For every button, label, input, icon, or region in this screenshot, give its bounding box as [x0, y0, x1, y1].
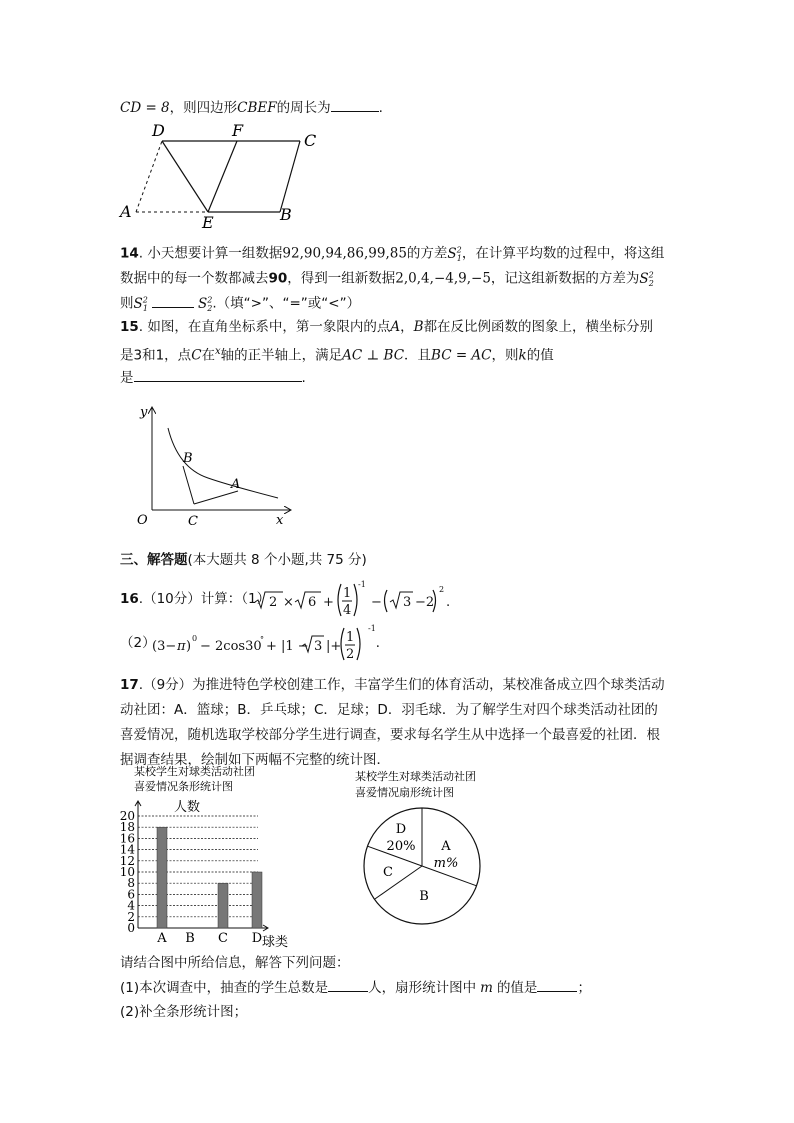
q15-text3: 是 — [120, 370, 134, 386]
bar-ytick-label: 8 — [127, 876, 135, 891]
bar-a — [157, 827, 167, 928]
svg-text:+ |1 −: + |1 − — [266, 639, 309, 654]
bar-ytick-label: 18 — [119, 820, 135, 835]
svg-text:4: 4 — [343, 603, 352, 618]
pie-chart-title-line2: 喜爱情况扇形统计图 — [355, 786, 454, 799]
q13-text2: 的周长为 — [276, 100, 331, 116]
bar-d — [252, 872, 262, 928]
q15-text2b: 在 — [201, 347, 216, 364]
q15-text2c: 轴的正半轴上，满足 — [220, 347, 343, 364]
q16-part2-label: （2） — [120, 635, 156, 651]
q14-text2c: ，记这组新数据的方差为 — [490, 270, 640, 287]
bar-chart-ylabel: 人数 — [174, 800, 201, 815]
q16-score: .（10分）计算：（1） — [138, 591, 271, 607]
svg-text:2: 2 — [269, 595, 278, 610]
bar-ytick-label: 14 — [119, 842, 135, 857]
q13-cd-eq: CD = 8 — [120, 100, 170, 116]
svg-text:0: 0 — [192, 634, 198, 643]
bar-ytick-label: 16 — [119, 831, 135, 846]
q15-label-b: B — [183, 451, 193, 466]
q13-tail-line — [120, 98, 383, 117]
pie-chart — [350, 768, 510, 930]
q13-label-f: F — [232, 121, 244, 140]
section3-subtitle: (本大题共 8 个小题,共 75 分) — [187, 552, 367, 568]
q15-number: 15 — [120, 319, 139, 335]
q13-label-e: E — [202, 213, 214, 228]
q15-label-x: x — [276, 513, 284, 528]
q14-minus-value: 90 — [268, 270, 288, 287]
svg-text:1: 1 — [346, 630, 355, 645]
q17-m-var: m — [480, 980, 493, 996]
q17-after-text2d: ； — [577, 980, 591, 996]
q15-line1 — [120, 318, 653, 336]
q15-text2e: ，则 — [491, 347, 519, 364]
svg-text:): ) — [186, 639, 192, 654]
bar-category-label: C — [218, 931, 228, 946]
q17-number: 17 — [120, 677, 139, 693]
q17-text3: 喜爱情况，随机选取学校部分学生进行调查，要求每名学生从中选择一个最喜爱的社团．根 — [120, 727, 660, 743]
q14-text2b: ，得到一组新数据 — [287, 270, 396, 287]
bar-ytick-label: 4 — [127, 898, 135, 913]
q15-label-y: y — [140, 405, 148, 420]
svg-text:+: + — [323, 595, 334, 610]
q14-line2 — [120, 266, 654, 293]
q17-after-text2a: (1)本次调查中，抽查的学生总数是 — [120, 980, 329, 996]
q15-label-a: A — [231, 477, 241, 492]
q14-s1-compare: $S^2_1$ — [133, 295, 148, 314]
q15-k: k — [518, 347, 527, 364]
q16-expression-1 — [253, 578, 453, 622]
q15-point-b: B — [413, 319, 424, 335]
q17-text4: 据调查结果，绘制如下两幅不完整的统计图． — [120, 752, 390, 768]
q17-text2: 动社团：A．篮球；B．乒乓球；C．足球；D．羽毛球．为了解学生对四个球类活动社团的 — [120, 702, 658, 718]
q13-answer-blank[interactable] — [331, 98, 379, 112]
q15-text2a: 是3和1，点 — [120, 347, 192, 364]
q15-text1b: 都在反比例函数的图象上，横坐标分别 — [423, 319, 654, 335]
bar-ytick-label: 6 — [127, 887, 135, 902]
q15-text2d: ．且 — [404, 347, 432, 364]
q15-segment-bc — [183, 466, 194, 504]
q13-label-c: C — [304, 131, 317, 150]
bar-ytick-label: 0 — [127, 921, 135, 935]
q16-part1 — [120, 582, 270, 616]
q14-s2-compare: $S^2_2$ — [197, 295, 213, 314]
q15-x-var: x — [215, 346, 221, 357]
q15-point-c: C — [191, 347, 202, 364]
q17-after2 — [120, 978, 591, 997]
svg-text:-1: -1 — [358, 580, 366, 589]
bar-ytick-label: 12 — [119, 853, 135, 868]
q17-line2 — [120, 701, 658, 719]
pie-slice-a-value: m% — [433, 856, 459, 871]
q15-perp: AC ⊥ BC — [342, 347, 405, 364]
svg-text:|+: |+ — [326, 639, 342, 654]
q13-parallelogram-figure — [112, 118, 332, 228]
q15-coordinate-figure — [128, 398, 298, 533]
q17-after-text3: (2)补全条形统计图； — [120, 1004, 248, 1020]
q15-eq: BC = AC — [431, 347, 492, 364]
svg-text:3: 3 — [314, 639, 323, 654]
svg-text:°: ° — [260, 635, 264, 644]
pie-slice-b-label: B — [419, 889, 429, 904]
q15-line3 — [120, 368, 306, 387]
q17-after-text2b: 人，扇形统计图中 — [368, 980, 477, 996]
q14-line3 — [120, 291, 360, 318]
q13-edge-ad — [136, 141, 162, 212]
q16-expression-2-tail: -1. — [368, 624, 380, 651]
q15-sep: ， — [400, 319, 414, 335]
q17-after3 — [120, 1003, 247, 1021]
q14-text3b: .（填“>”、“=”或“<”） — [212, 295, 361, 312]
svg-text:2: 2 — [346, 647, 355, 662]
q17-m-blank[interactable] — [537, 978, 577, 992]
svg-text:3: 3 — [403, 595, 412, 610]
svg-text:(3−: (3− — [152, 639, 177, 654]
q15-text2f: 的值 — [526, 347, 554, 364]
pie-chart-title-line1: 某校学生对球类活动社团 — [355, 770, 476, 783]
q17-line1 — [120, 676, 665, 694]
q14-data2: 2,0,4,−4,9,−5 — [395, 270, 491, 287]
q13-period: . — [378, 100, 383, 116]
svg-text:− 2cos30: − 2cos30 — [200, 639, 262, 654]
svg-text:−2: −2 — [415, 595, 435, 610]
svg-text:×: × — [283, 595, 294, 610]
svg-text:.: . — [446, 595, 451, 610]
svg-text:−: − — [371, 595, 382, 610]
svg-text:π: π — [177, 639, 186, 654]
pie-slice-c-label: C — [383, 865, 393, 880]
q17-after-text2c: 的值是 — [496, 980, 538, 996]
q13-text: ，则四边形 — [169, 100, 238, 116]
q14-text1c: ，在计算平均数的过程中，将这组 — [461, 245, 665, 262]
svg-text:1: 1 — [343, 586, 352, 601]
bar-ytick-label: 2 — [127, 909, 135, 924]
pie-slice-a-label: A — [441, 839, 451, 854]
svg-text:2: 2 — [439, 585, 445, 594]
bar-category-label: B — [185, 931, 195, 946]
q17-line3 — [120, 726, 660, 744]
q14-text2a: 数据中的每一个数都减去 — [120, 270, 269, 287]
q15-label-c: C — [188, 514, 198, 529]
bar-chart-title-line1: 某校学生对球类活动社团 — [134, 765, 255, 778]
bar-category-label: D — [251, 931, 263, 946]
q15-segment-ac — [194, 491, 238, 504]
pie-slice-d-value: 20% — [386, 839, 416, 854]
q13-edge-bc — [280, 141, 300, 212]
svg-text:6: 6 — [308, 595, 317, 610]
bar-chart-title-line2: 喜爱情况条形统计图 — [134, 780, 233, 793]
q13-edge-ef — [208, 141, 237, 212]
section3-title: 三、解答题 — [120, 552, 188, 568]
bar-chart — [114, 764, 314, 950]
bar-c — [218, 883, 228, 928]
q16-expression-2 — [150, 622, 370, 666]
q14-number: 14 — [120, 245, 139, 262]
q15-line2 — [120, 343, 554, 365]
q14-text3a: 则 — [120, 295, 134, 312]
q14-line1 — [120, 241, 664, 268]
q14-s1-symbol: $S^2_1$ — [447, 245, 462, 264]
bar-ytick-label: 20 — [119, 809, 135, 823]
bar-category-label: A — [157, 931, 167, 946]
q15-text1: . 如图，在直角坐标系中，第一象限内的点 — [138, 319, 391, 335]
q15-answer-blank[interactable] — [134, 368, 302, 382]
q13-shape: CBEF — [237, 100, 277, 116]
section3-heading — [120, 551, 367, 569]
q14-text1b: 的方差 — [406, 245, 448, 262]
q13-edge-de — [162, 141, 208, 212]
q13-label-a: A — [120, 202, 132, 221]
q17-after-text1: 请结合图中所给信息，解答下列问题： — [120, 955, 350, 971]
q13-label-b: B — [280, 205, 292, 224]
q16-number: 16 — [120, 591, 139, 607]
q15-point-a: A — [390, 319, 401, 335]
bar-chart-xlabel: 球类 — [262, 935, 289, 950]
q14-text1a: . 小天想要计算一组数据 — [138, 245, 283, 262]
q13-label-d: D — [152, 121, 165, 140]
q15-period: . — [301, 370, 306, 386]
q14-data1: 92,90,94,86,99,85 — [282, 245, 407, 262]
pie-slice-d-label: D — [395, 822, 407, 837]
q17-total-blank[interactable] — [328, 978, 368, 992]
q14-s2-symbol: $S^2_2$ — [639, 270, 654, 289]
q17-text1: .（9分）为推进特色学校创建工作，丰富学生们的体育活动，某校准备成立四个球类活动 — [138, 677, 665, 693]
q15-label-o: O — [137, 513, 148, 528]
q14-answer-blank[interactable] — [152, 294, 194, 308]
bar-ytick-label: 10 — [119, 865, 135, 879]
q17-after1 — [120, 954, 350, 972]
